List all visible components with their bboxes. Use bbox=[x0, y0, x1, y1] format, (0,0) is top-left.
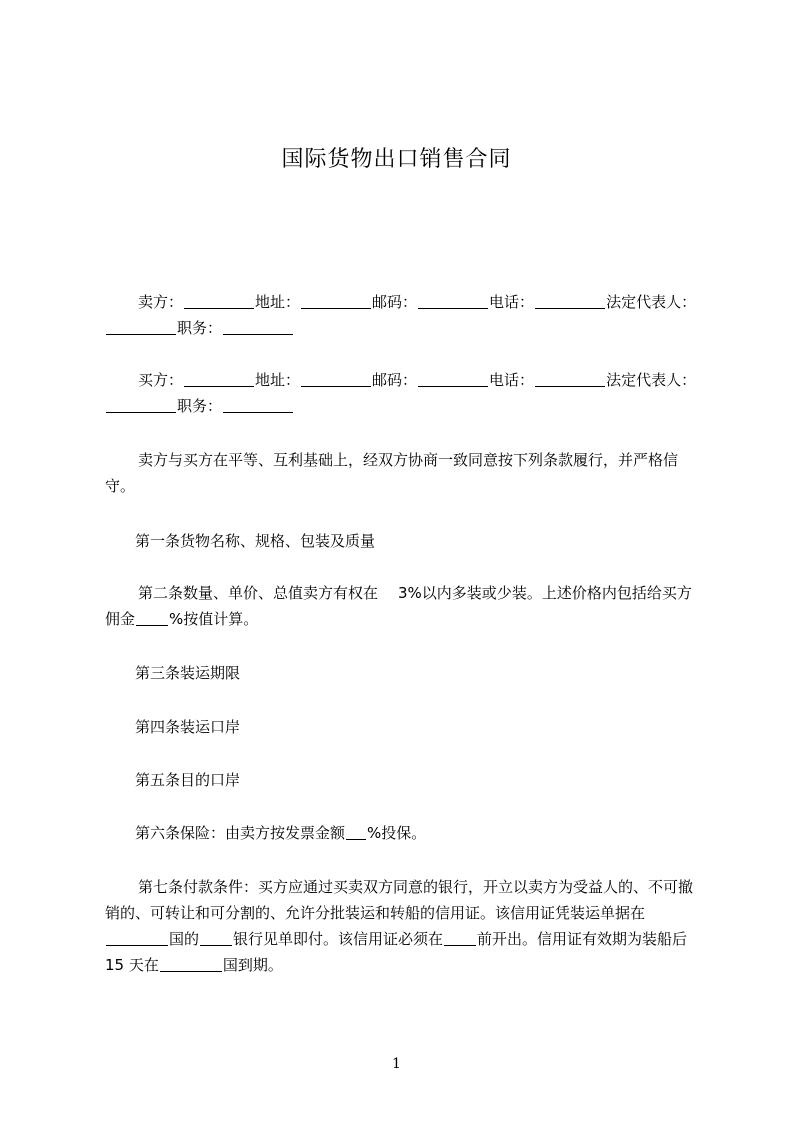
seller-address-blank bbox=[301, 293, 371, 309]
article-3: 第三条装运期限 bbox=[135, 664, 241, 682]
seller-rep-label: 法定代表人： bbox=[606, 293, 697, 311]
seller-postcode-label: 邮码： bbox=[372, 293, 418, 311]
buyer-rep-blank bbox=[106, 397, 176, 413]
country-blank bbox=[106, 930, 168, 946]
date-blank bbox=[444, 930, 476, 946]
buyer-postcode-blank bbox=[418, 371, 488, 387]
seller-blank bbox=[184, 293, 254, 309]
article-2-part2: 3%以内多装或少装。上述价格内包括给买方佣金 bbox=[105, 584, 692, 628]
buyer-address-label: 地址： bbox=[255, 371, 301, 389]
article-1: 第一条货物名称、规格、包装及质量 bbox=[135, 532, 376, 550]
seller-line bbox=[105, 289, 705, 341]
buyer-position-label: 职务： bbox=[177, 397, 223, 415]
intro-paragraph: 卖方与买方在平等、互利基础上，经双方协商一致同意按下列条款履行，并严格信守。 bbox=[105, 451, 679, 495]
article-2 bbox=[105, 580, 705, 632]
insurance-blank bbox=[346, 824, 366, 840]
article-2-part3: %按值计算。 bbox=[169, 610, 259, 628]
seller-phone-label: 电话： bbox=[489, 293, 535, 311]
seller-rep-blank bbox=[106, 319, 176, 335]
article-2-part1: 第二条数量、单价、总值卖方有权在 bbox=[138, 584, 379, 602]
article-5: 第五条目的口岸 bbox=[135, 771, 241, 789]
buyer-position-blank bbox=[223, 397, 293, 413]
buyer-address-blank bbox=[301, 371, 371, 387]
buyer-phone-blank bbox=[535, 371, 605, 387]
buyer-rep-label: 法定代表人： bbox=[606, 371, 697, 389]
article-4: 第四条装运口岸 bbox=[135, 718, 241, 736]
buyer-postcode-label: 邮码： bbox=[372, 371, 418, 389]
article-7-part2: 国的 bbox=[169, 930, 200, 948]
bank-blank bbox=[200, 930, 232, 946]
buyer-label: 买方： bbox=[138, 371, 184, 389]
seller-position-label: 职务： bbox=[177, 319, 223, 337]
article-7-part5: 国到期。 bbox=[222, 956, 283, 974]
seller-position-blank bbox=[223, 319, 293, 335]
seller-phone-blank bbox=[535, 293, 605, 309]
article-7 bbox=[105, 874, 705, 978]
article-7-part3: 银行见单即付。该信用证必须在 bbox=[233, 930, 444, 948]
article-7-part4: 前开出。信用证有效期为装船后 15 天在 bbox=[105, 930, 688, 974]
article-7-part1: 第七条付款条件：买方应通过买卖双方同意的银行，开立以卖方为受益人的、不可撤销的、可转让和可分割的、允许分批装运和转船的信用证。该信用证凭装运单据在 bbox=[105, 878, 694, 922]
expiry-country-blank bbox=[160, 956, 222, 972]
seller-address-label: 地址： bbox=[255, 293, 301, 311]
buyer-blank bbox=[184, 371, 254, 387]
document-title: 国际货物出口销售合同 bbox=[281, 147, 512, 172]
page-number: 1 bbox=[392, 1056, 401, 1072]
buyer-phone-label: 电话： bbox=[489, 371, 535, 389]
article-6-part2: %投保。 bbox=[367, 824, 427, 842]
buyer-line bbox=[105, 367, 705, 419]
article-6-part1: 第六条保险：由卖方按发票金额 bbox=[135, 824, 346, 842]
article-6 bbox=[105, 820, 705, 846]
seller-postcode-blank bbox=[418, 293, 488, 309]
seller-label: 卖方： bbox=[138, 293, 184, 311]
commission-blank bbox=[136, 610, 168, 626]
